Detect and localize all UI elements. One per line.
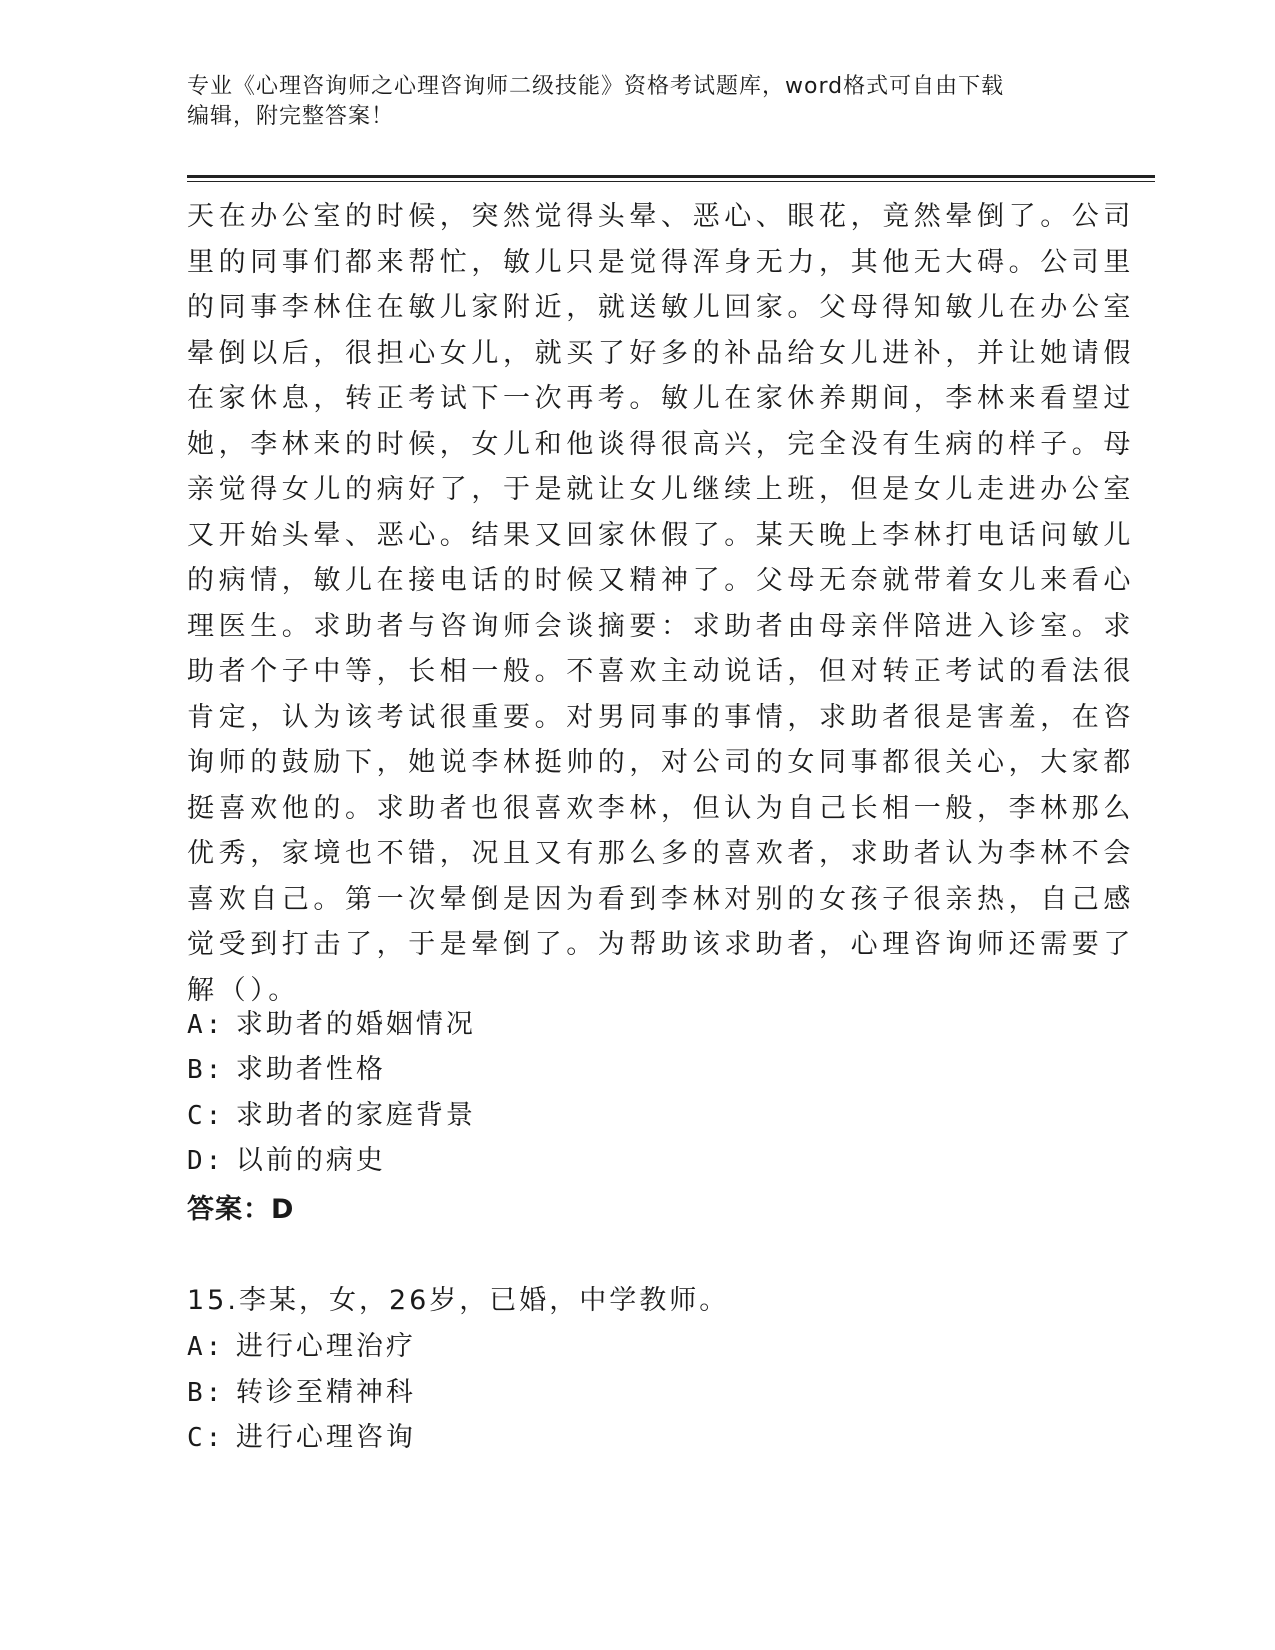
stem-line: 里的同事们都来帮忙，敏儿只是觉得浑身无力，其他无大碍。公司里 — [187, 246, 1135, 278]
header-divider-thick — [187, 175, 1155, 178]
question-15-option-b — [187, 1375, 416, 1411]
option-text: 转诊至精神科 — [235, 1377, 416, 1408]
stem-line: 在家休息，转正考试下一次再考。敏儿在家休养期间，李林来看望过 — [187, 383, 1135, 414]
question-14-option-c — [187, 1098, 476, 1134]
document-header — [187, 72, 1067, 132]
option-key: C: — [187, 1423, 225, 1453]
option-text: 以前的病史 — [235, 1145, 386, 1176]
question-14-stem — [187, 194, 1135, 1013]
question-14-option-d — [187, 1143, 386, 1179]
option-text: 求助者的婚姻情况 — [235, 1009, 476, 1040]
stem-line: 的病情，敏儿在接电话的时候又精神了。父母无奈就带着女儿来看心 — [187, 565, 1135, 596]
stem-line: 觉受到打击了，于是晕倒了。为帮助该求助者，心理咨询师还需要了 — [187, 929, 1135, 960]
option-text: 求助者性格 — [235, 1054, 386, 1085]
option-text: 进行心理治疗 — [235, 1331, 416, 1362]
header-divider-thin — [187, 181, 1155, 182]
option-key: B: — [187, 1055, 225, 1085]
question-15-stem: 15.李某，女，26岁，已婚，中学教师。 — [187, 1285, 730, 1316]
stem-line: 她，李林来的时候，女儿和他谈得很高兴，完全没有生病的样子。母 — [187, 428, 1135, 460]
option-key: B: — [187, 1378, 225, 1408]
stem-line: 挺喜欢他的。求助者也很喜欢李林，但认为自己长相一般，李林那么 — [187, 792, 1135, 824]
stem-line: 的同事李林住在敏儿家附近，就送敏儿回家。父母得知敏儿在办公室 — [187, 292, 1135, 323]
stem-line: 助者个子中等，长相一般。不喜欢主动说话，但对转正考试的看法很 — [187, 656, 1135, 687]
stem-line: 优秀，家境也不错，况且又有那么多的喜欢者，求助者认为李林不会 — [187, 838, 1135, 869]
option-text: 进行心理咨询 — [235, 1422, 416, 1453]
stem-line: 解（）。 — [187, 974, 300, 1006]
stem-line: 天在办公室的时候，突然觉得头晕、恶心、眼花，竟然晕倒了。公司 — [187, 201, 1135, 232]
header-line-2: 编辑，附完整答案！ — [187, 104, 395, 129]
stem-line: 喜欢自己。第一次晕倒是因为看到李林对别的女孩子很亲热，自己感 — [187, 883, 1135, 915]
stem-line: 又开始头晕、恶心。结果又回家休假了。某天晚上李林打电话问敏儿 — [187, 519, 1135, 551]
option-text: 求助者的家庭背景 — [235, 1100, 476, 1131]
stem-line: 理医生。求助者与咨询师会谈摘要：求助者由母亲伴陪进入诊室。求 — [187, 610, 1135, 642]
stem-line: 肯定，认为该考试很重要。对男同事的事情，求助者很是害羞，在咨 — [187, 701, 1135, 733]
question-15-option-a — [187, 1329, 416, 1365]
option-key: D: — [187, 1146, 225, 1176]
stem-line: 询师的鼓励下，她说李林挺帅的，对公司的女同事都很关心，大家都 — [187, 747, 1135, 778]
question-15-option-c — [187, 1420, 416, 1456]
question-14-option-a — [187, 1007, 476, 1043]
question-14-option-b — [187, 1052, 386, 1088]
stem-line: 亲觉得女儿的病好了，于是就让女儿继续上班，但是女儿走进办公室 — [187, 474, 1135, 505]
option-key: A: — [187, 1010, 225, 1040]
question-14-answer: 答案：D — [187, 1194, 295, 1225]
stem-line: 晕倒以后，很担心女儿，就买了好多的补品给女儿进补，并让她请假 — [187, 337, 1135, 369]
header-line-1: 专业《心理咨询师之心理咨询师二级技能》资格考试题库，word格式可自由下载 — [187, 74, 1005, 99]
option-key: A: — [187, 1332, 225, 1362]
option-key: C: — [187, 1101, 225, 1131]
